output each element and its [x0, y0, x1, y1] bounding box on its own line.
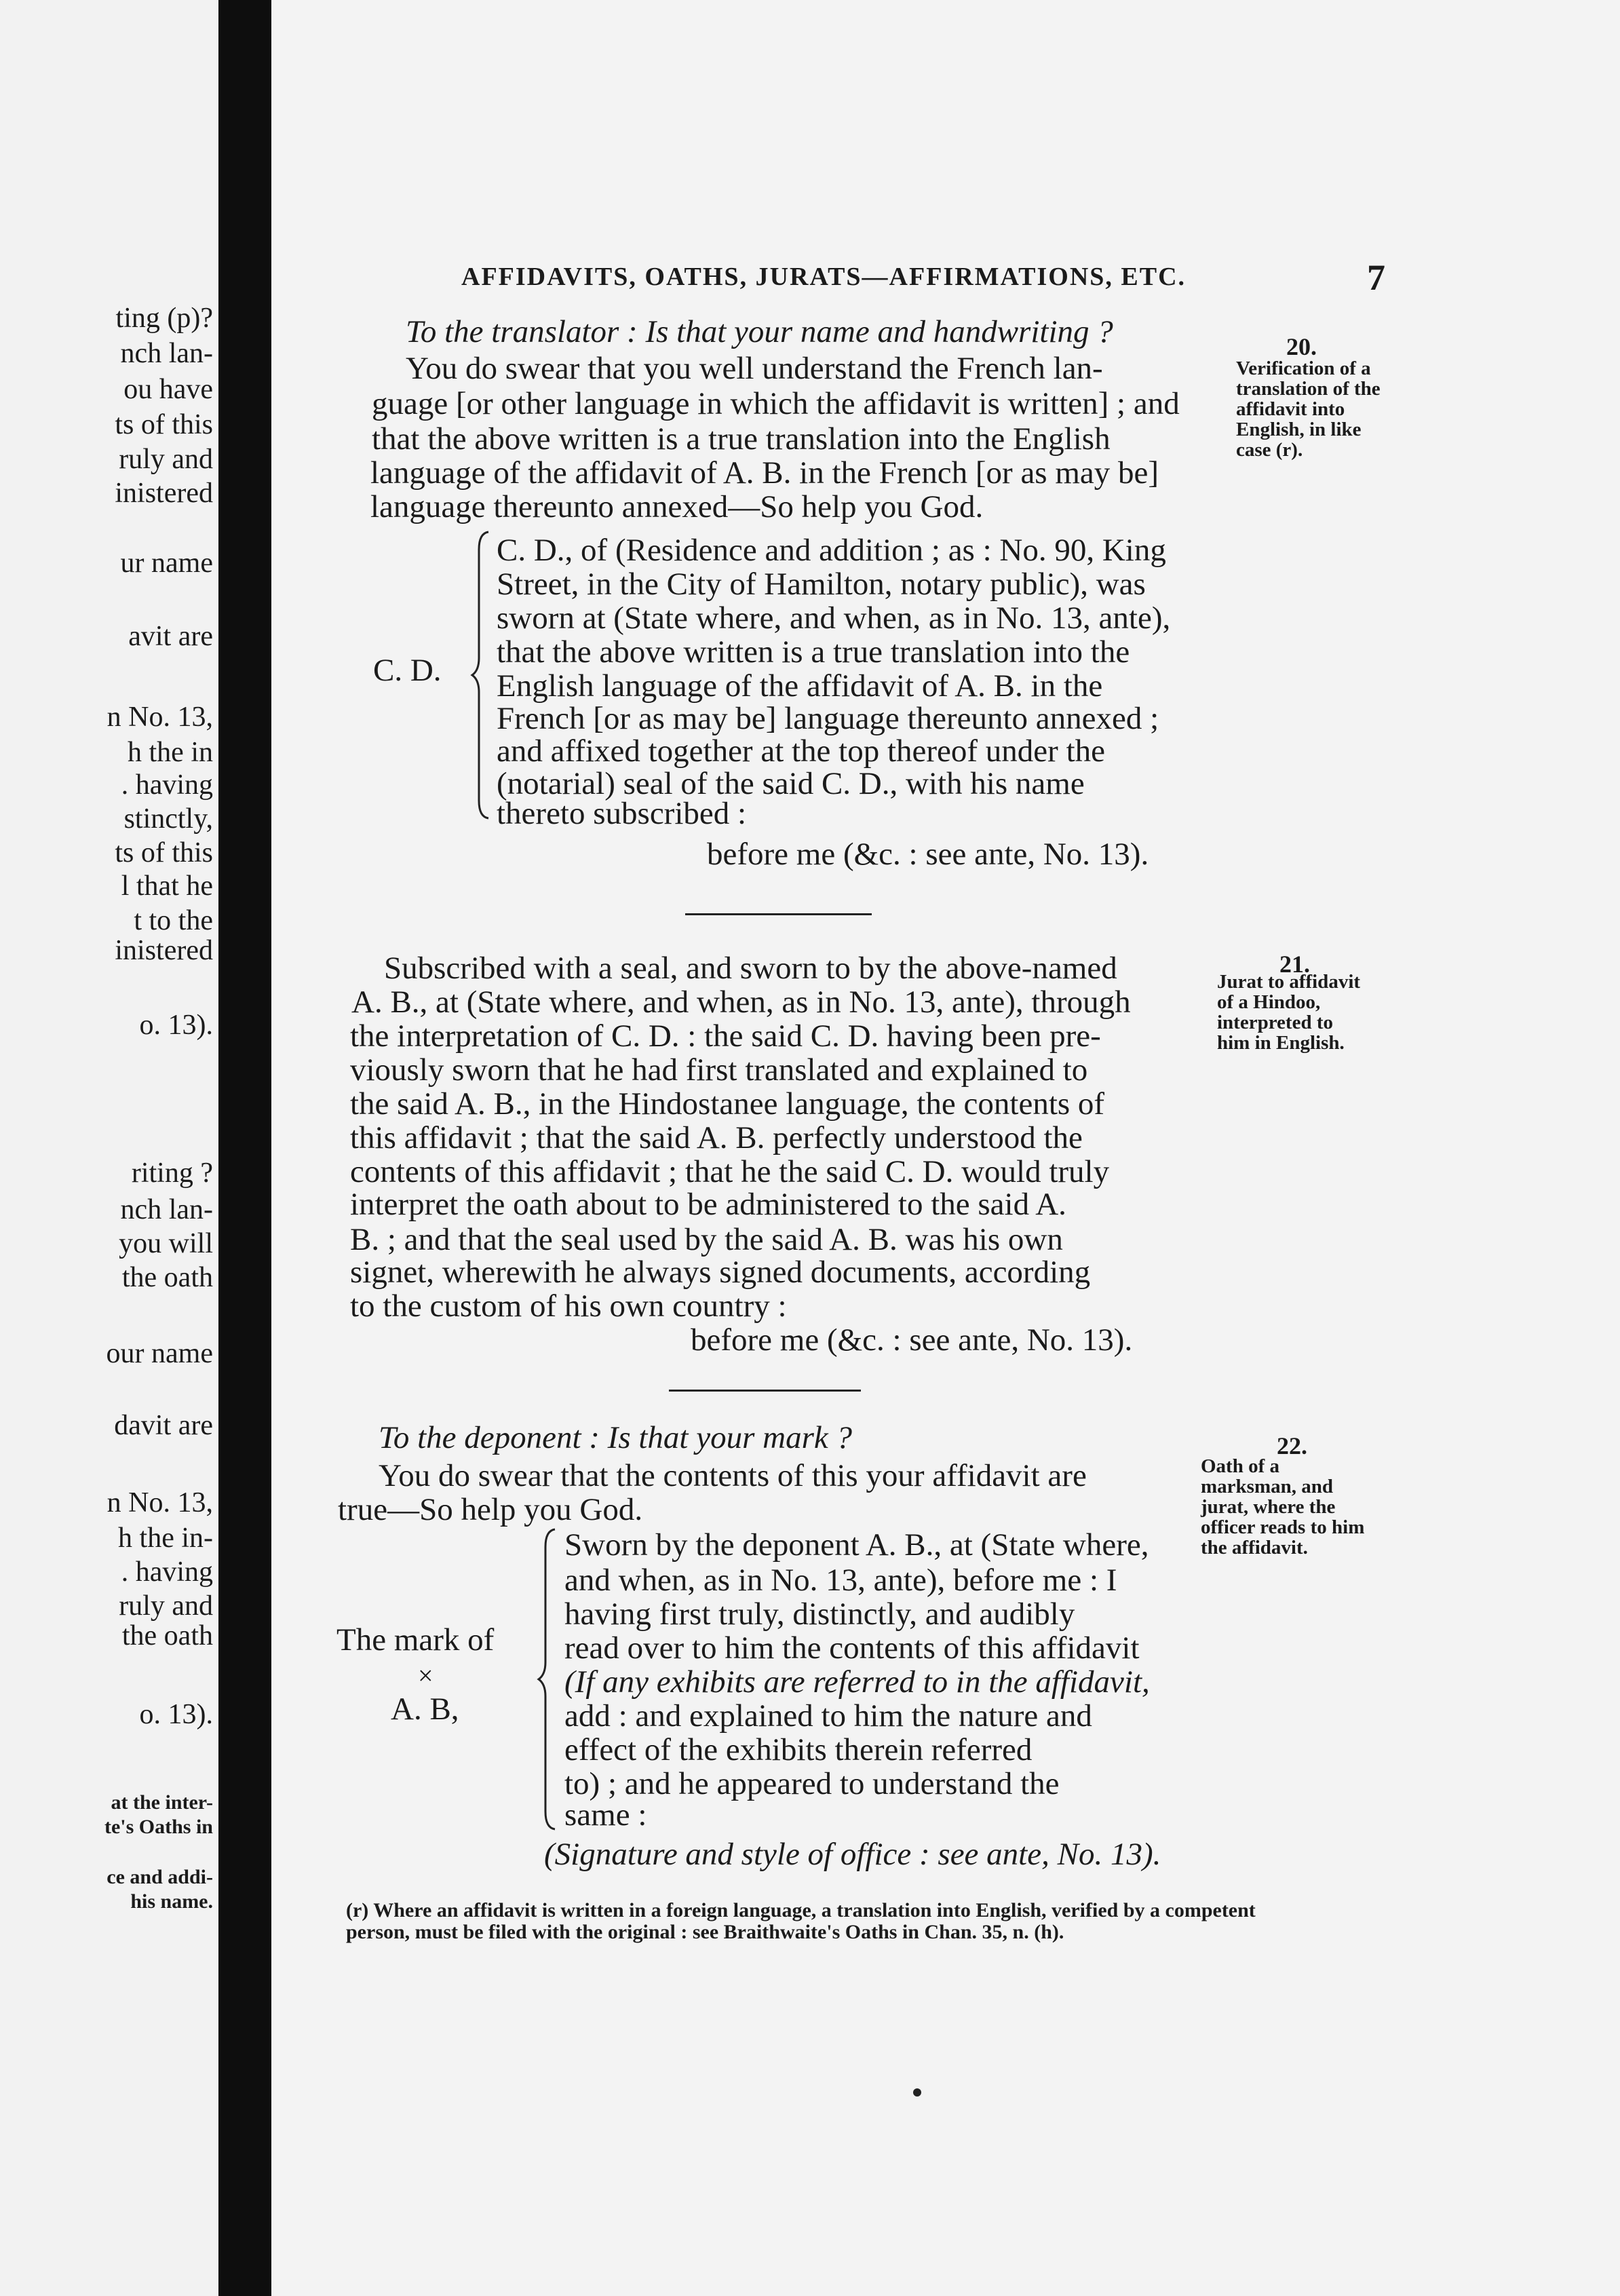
jurat-line: same : — [564, 1797, 647, 1833]
left-fragment: ts of this — [115, 409, 213, 440]
left-fragment: ruly and — [119, 444, 213, 475]
running-header: AFFIDAVITS, OATHS, JURATS—AFFIRMATIONS, ETC. — [461, 263, 1187, 291]
signer-name: C. D. — [373, 653, 442, 688]
section-number: 21. — [1279, 951, 1310, 978]
closing-line: before me (&c. : see ante, No. 13). — [707, 837, 1149, 872]
text-line: interpret the oath about to be administered to the said A. — [350, 1187, 1066, 1222]
text-line: B. ; and that the seal used by the said A. B. was his own — [350, 1222, 1063, 1257]
text-line: viously sworn that he had first translated and explained to — [350, 1052, 1088, 1088]
left-fragment: n No. 13, — [107, 1487, 213, 1518]
text-line: You do swear that the contents of this your affidavit are — [379, 1458, 1087, 1493]
text-line: language of the affidavit of A. B. in the French [or as may be] — [370, 455, 1159, 491]
mark-label: The mark of — [336, 1622, 495, 1658]
left-fragment: you will — [119, 1228, 213, 1259]
jurat-line: that the above written is a true translation into the — [497, 634, 1130, 670]
text-line: that the above written is a true translation into the English — [372, 421, 1111, 457]
left-fragment: o. 13). — [139, 1010, 213, 1041]
left-fragment: the oath — [121, 1262, 213, 1293]
left-fragment: l that he — [121, 870, 213, 902]
left-fragment: inistered — [115, 478, 213, 509]
left-fragment: riting ? — [131, 1157, 213, 1189]
jurat-line: Street, in the City of Hamilton, notary public), was — [497, 567, 1146, 602]
left-fragment: t to the — [134, 905, 213, 936]
text-line: this affidavit ; that the said A. B. perfectly understood the — [350, 1120, 1083, 1155]
left-fragment: stinctly, — [123, 803, 213, 835]
left-fragment: ting (p)? — [115, 303, 213, 334]
section-divider — [685, 913, 872, 915]
page — [271, 0, 1620, 2296]
jurat-line: and affixed together at the top thereof under the — [497, 733, 1105, 769]
jurat-line: (If any exhibits are referred to in the affidavit, — [564, 1664, 1150, 1700]
left-fragment: inistered — [115, 935, 213, 966]
jurat-line: thereto subscribed : — [497, 796, 747, 831]
section-number: 22. — [1277, 1432, 1307, 1459]
text-line: To the deponent : Is that your mark ? — [379, 1420, 852, 1455]
left-fragment: the oath — [121, 1620, 213, 1651]
jurat-brace — [468, 529, 495, 821]
jurat-line: read over to him the contents of this affidavit — [564, 1630, 1140, 1666]
jurat-line: having first truly, distinctly, and audibly — [564, 1596, 1075, 1632]
left-fragment: ce and addi- — [107, 1866, 213, 1888]
jurat-line: sworn at (State where, and when, as in No. 13, ante), — [497, 600, 1171, 636]
text-line: language thereunto annexed—So help you God. — [370, 489, 984, 524]
jurat-line: French [or as may be] language thereunto annexed ; — [497, 701, 1159, 736]
left-fragment: nch lan- — [120, 338, 213, 369]
left-fragment: avit are — [128, 621, 213, 652]
jurat-line: Sworn by the deponent A. B., at (State where, — [564, 1527, 1149, 1563]
text-line: true—So help you God. — [338, 1492, 643, 1527]
left-fragment: ruly and — [119, 1590, 213, 1622]
left-fragment: h the in — [128, 737, 213, 768]
left-fragment: nch lan- — [120, 1194, 213, 1225]
jurat-line: C. D., of (Residence and addition ; as : No. 90, King — [497, 533, 1166, 568]
section-divider — [669, 1390, 861, 1392]
section-number: 20. — [1286, 333, 1317, 360]
left-fragment: o. 13). — [139, 1699, 213, 1730]
text-line: guage [or other language in which the affidavit is written] ; and — [372, 386, 1180, 421]
left-fragment: . having — [121, 769, 213, 801]
page-number: 7 — [1367, 257, 1385, 298]
left-fragment: te's Oaths in — [104, 1816, 213, 1838]
jurat-line: and when, as in No. 13, ante), before me : I — [564, 1563, 1117, 1598]
jurat-line: add : and explained to him the nature and — [564, 1698, 1092, 1734]
left-fragment: at the inter- — [111, 1791, 213, 1814]
left-fragment: ou have — [123, 374, 213, 405]
mark-name: A. B, — [391, 1691, 459, 1727]
text-line: the interpretation of C. D. : the said C. D. having been pre- — [350, 1018, 1101, 1054]
jurat-line: English language of the affidavit of A. B. in the — [497, 668, 1103, 704]
jurat-line: effect of the exhibits therein referred — [564, 1732, 1033, 1767]
previous-page-edge — [0, 0, 218, 2296]
left-fragment: our name — [106, 1338, 213, 1369]
left-fragment: n No. 13, — [107, 702, 213, 733]
text-line: Subscribed with a seal, and sworn to by the above-named — [384, 951, 1117, 986]
text-line: A. B., at (State where, and when, as in No. 13, ante), through — [351, 984, 1131, 1020]
left-fragment: ur name — [120, 548, 213, 579]
jurat-line: to) ; and he appeared to understand the — [564, 1766, 1060, 1801]
margin-note: Verification of a translation of the affidavit into English, in like case (r). — [1236, 358, 1381, 461]
text-line: the said A. B., in the Hindostanee language, the contents of — [350, 1086, 1105, 1122]
text-line: To the translator : Is that your name and handwriting ? — [406, 314, 1113, 349]
ink-speck — [913, 2088, 921, 2097]
closing-line: before me (&c. : see ante, No. 13). — [691, 1322, 1133, 1358]
left-fragment: ts of this — [115, 837, 213, 868]
jurat-brace — [535, 1527, 562, 1832]
left-fragment: his name. — [130, 1890, 213, 1913]
mark-symbol: × — [418, 1660, 433, 1691]
text-line: signet, wherewith he always signed documents, according — [350, 1255, 1091, 1290]
margin-note: Jurat to affidavit of a Hindoo, interpreted to him in English. — [1217, 971, 1361, 1054]
text-line: to the custom of his own country : — [350, 1288, 787, 1324]
jurat-line: (notarial) seal of the said C. D., with his name — [497, 766, 1085, 801]
left-fragment: . having — [121, 1556, 213, 1588]
text-line: You do swear that you well understand the French lan- — [406, 351, 1103, 386]
margin-note: Oath of a marksman, and jurat, where the officer reads to him the affidavit. — [1201, 1455, 1365, 1558]
left-fragment: davit are — [114, 1410, 213, 1441]
text-line: contents of this affidavit ; that he the said C. D. would truly — [350, 1154, 1110, 1189]
closing-line: (Signature and style of office : see ante, No. 13). — [544, 1837, 1161, 1872]
footnote: (r) Where an affidavit is written in a foreign language, a translation into English, verified by a competent person, must be filed with the original : see Braithwaite's Oaths in Chan. 35, n. (h). — [346, 1899, 1256, 1943]
page-gutter — [218, 0, 271, 2296]
left-fragment: h the in- — [118, 1523, 213, 1554]
